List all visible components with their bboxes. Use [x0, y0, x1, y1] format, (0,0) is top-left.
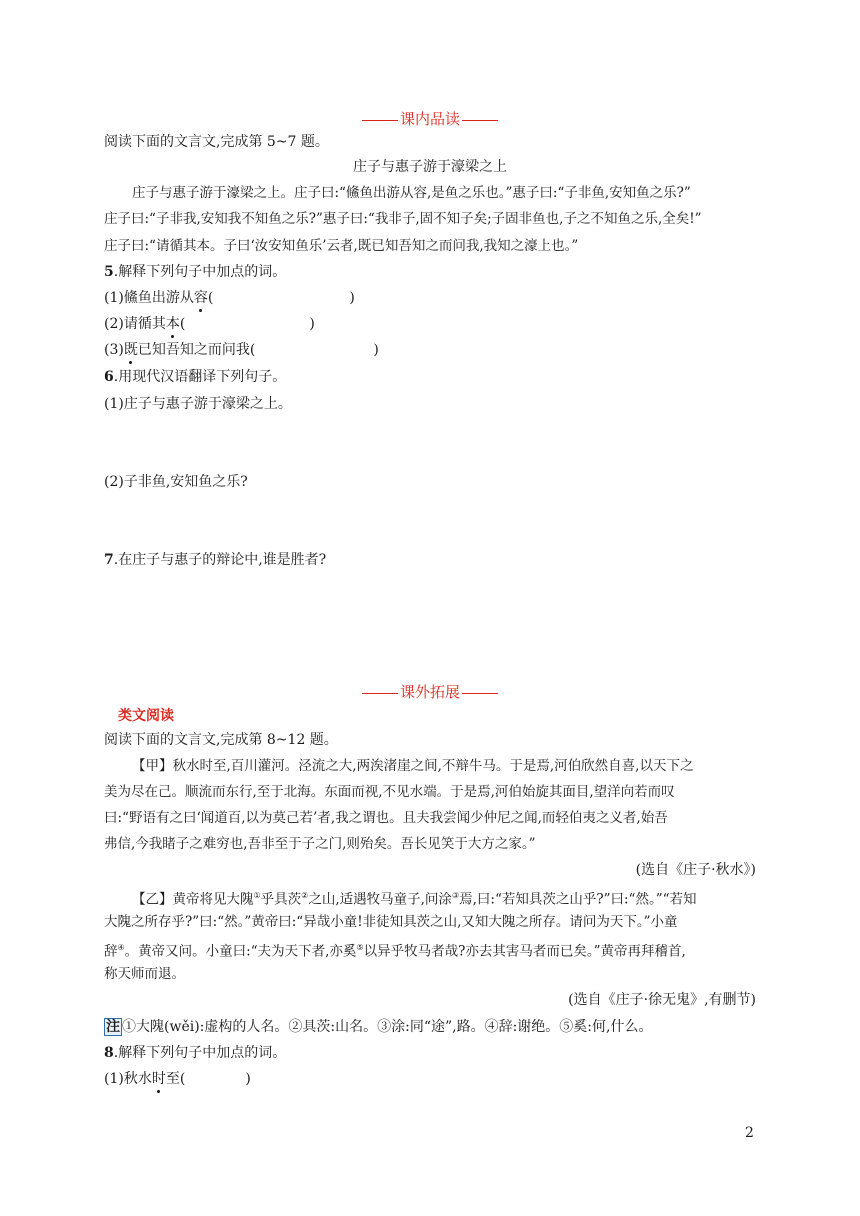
- dotted-char: 既: [123, 342, 138, 358]
- question-number: 6: [104, 369, 114, 385]
- question-number: 7: [104, 552, 114, 568]
- question-7: [104, 550, 326, 570]
- section-title-text: 课外拓展: [399, 683, 460, 701]
- question-text: .在庄子与惠子的辩论中,谁是胜者?: [113, 552, 327, 568]
- passage-jia-line: 美为尽在己。顺流而东行,至于北海。东面而视,不见水端。于是焉,河伯始旋其面目,望洋向若而叹: [104, 784, 675, 800]
- passage-yi-line: 大隗之所存乎?”曰:“然。”黄帝曰:“异哉小童!非徒知具茨之山,又知大隗之所存。请问为天下。”小童: [104, 914, 678, 930]
- passage-yi-line: 称天师而退。: [104, 966, 185, 982]
- q8-item-1: (1)秋水时至( ): [104, 1071, 251, 1087]
- question-5: [104, 262, 286, 282]
- question-number: 8: [104, 1045, 114, 1061]
- passage-line: 庄子曰:“子非我,安知我不知鱼之乐?”惠子曰:“我非子,固不知子矣;子固非鱼也,子之不知鱼之乐,全矣!”: [104, 211, 702, 227]
- passage-title: 庄子与惠子游于濠梁之上: [353, 159, 507, 175]
- passage-jia-line: 弗信,今我睹子之难穷也,吾非至于子之门,则殆矣。吾长见笑于大方之家。”: [104, 836, 536, 852]
- question-intro-1: 阅读下面的文言文,完成第 5~7 题。: [104, 134, 329, 150]
- footnote-marker: ①: [253, 891, 261, 900]
- source-citation: (选自《庄子·徐无鬼》,有删节): [568, 992, 756, 1008]
- footnote-marker: ⑤: [356, 943, 364, 952]
- question-text: .用现代汉语翻译下列句子。: [113, 369, 287, 385]
- footnote-marker: ②: [301, 891, 309, 900]
- title-rule-right: [462, 693, 498, 694]
- q5-item-2: (2)请循其本( ): [104, 316, 315, 332]
- source-citation: (选自《庄子·秋水》): [635, 862, 756, 878]
- note-text: ①大隗(wěi):虚构的人名。②具茨:山名。③涂:同“途”,路。④辞:谢绝。⑤奚:何,什么。: [122, 1019, 653, 1035]
- title-rule-right: [462, 120, 498, 121]
- passage-yi-line: 辞④。黄帝又问。小童曰:“夫为天下者,亦奚⑤以异乎牧马者哉?亦去其害马者而已矣。”黄帝再拜稽首,: [104, 943, 686, 960]
- question-text: .解释下列句子中加点的词。: [113, 264, 287, 280]
- footnotes: [104, 1017, 652, 1037]
- q6-item-1: (1)庄子与惠子游于濠梁之上。: [104, 396, 292, 412]
- title-rule-left: [362, 693, 398, 694]
- section-title-2: [0, 681, 860, 702]
- question-8: [104, 1043, 286, 1063]
- passage-line: 庄子曰:“请循其本。子曰‘汝安知鱼乐’云者,既已知吾知之而问我,我知之濠上也。”: [104, 238, 579, 254]
- passage-line: 庄子与惠子游于濠梁之上。庄子曰:“鯈鱼出游从容,是鱼之乐也。”惠子曰:“子非鱼,安知鱼之乐?”: [132, 185, 691, 201]
- q6-item-2: (2)子非鱼,安知鱼之乐?: [104, 474, 248, 490]
- title-rule-left: [362, 120, 398, 121]
- note-label: 注: [106, 1019, 120, 1035]
- dotted-char: 本: [165, 316, 180, 332]
- question-number: 5: [104, 264, 114, 280]
- footnote-marker: ③: [451, 891, 460, 900]
- question-intro-2: 阅读下面的文言文,完成第 8~12 题。: [104, 732, 338, 748]
- section-title-1: [0, 108, 860, 129]
- passage-jia-line: 【甲】秋水时至,百川灌河。泾流之大,两涘渚崖之间,不辩牛马。于是焉,河伯欣然自喜,以天下之: [132, 758, 694, 774]
- section-title-text: 课内品读: [399, 110, 460, 128]
- sub-heading: 类文阅读: [118, 708, 174, 724]
- passage-yi-line: 【乙】黄帝将见大隗①乎具茨②之山,适遇牧马童子,问涂③焉,曰:“若知具茨之山乎?”曰:“然。”“若知: [132, 891, 697, 908]
- footnote-marker: ④: [117, 943, 125, 952]
- question-6: [104, 367, 286, 387]
- page-number: 2: [745, 1125, 754, 1141]
- q5-item-3: (3)既已知吾知之而问我( ): [104, 342, 379, 358]
- dotted-char: 容: [193, 290, 208, 306]
- q5-item-1: (1)鯈鱼出游从容( ): [104, 290, 355, 306]
- passage-jia-line: 曰:“野语有之曰‘闻道百,以为莫己若’者,我之谓也。且夫我尝闻少仲尼之闻,而轻伯夷之义者,始吾: [104, 810, 668, 826]
- dotted-char: 时: [151, 1071, 166, 1087]
- question-text: .解释下列句子中加点的词。: [113, 1045, 287, 1061]
